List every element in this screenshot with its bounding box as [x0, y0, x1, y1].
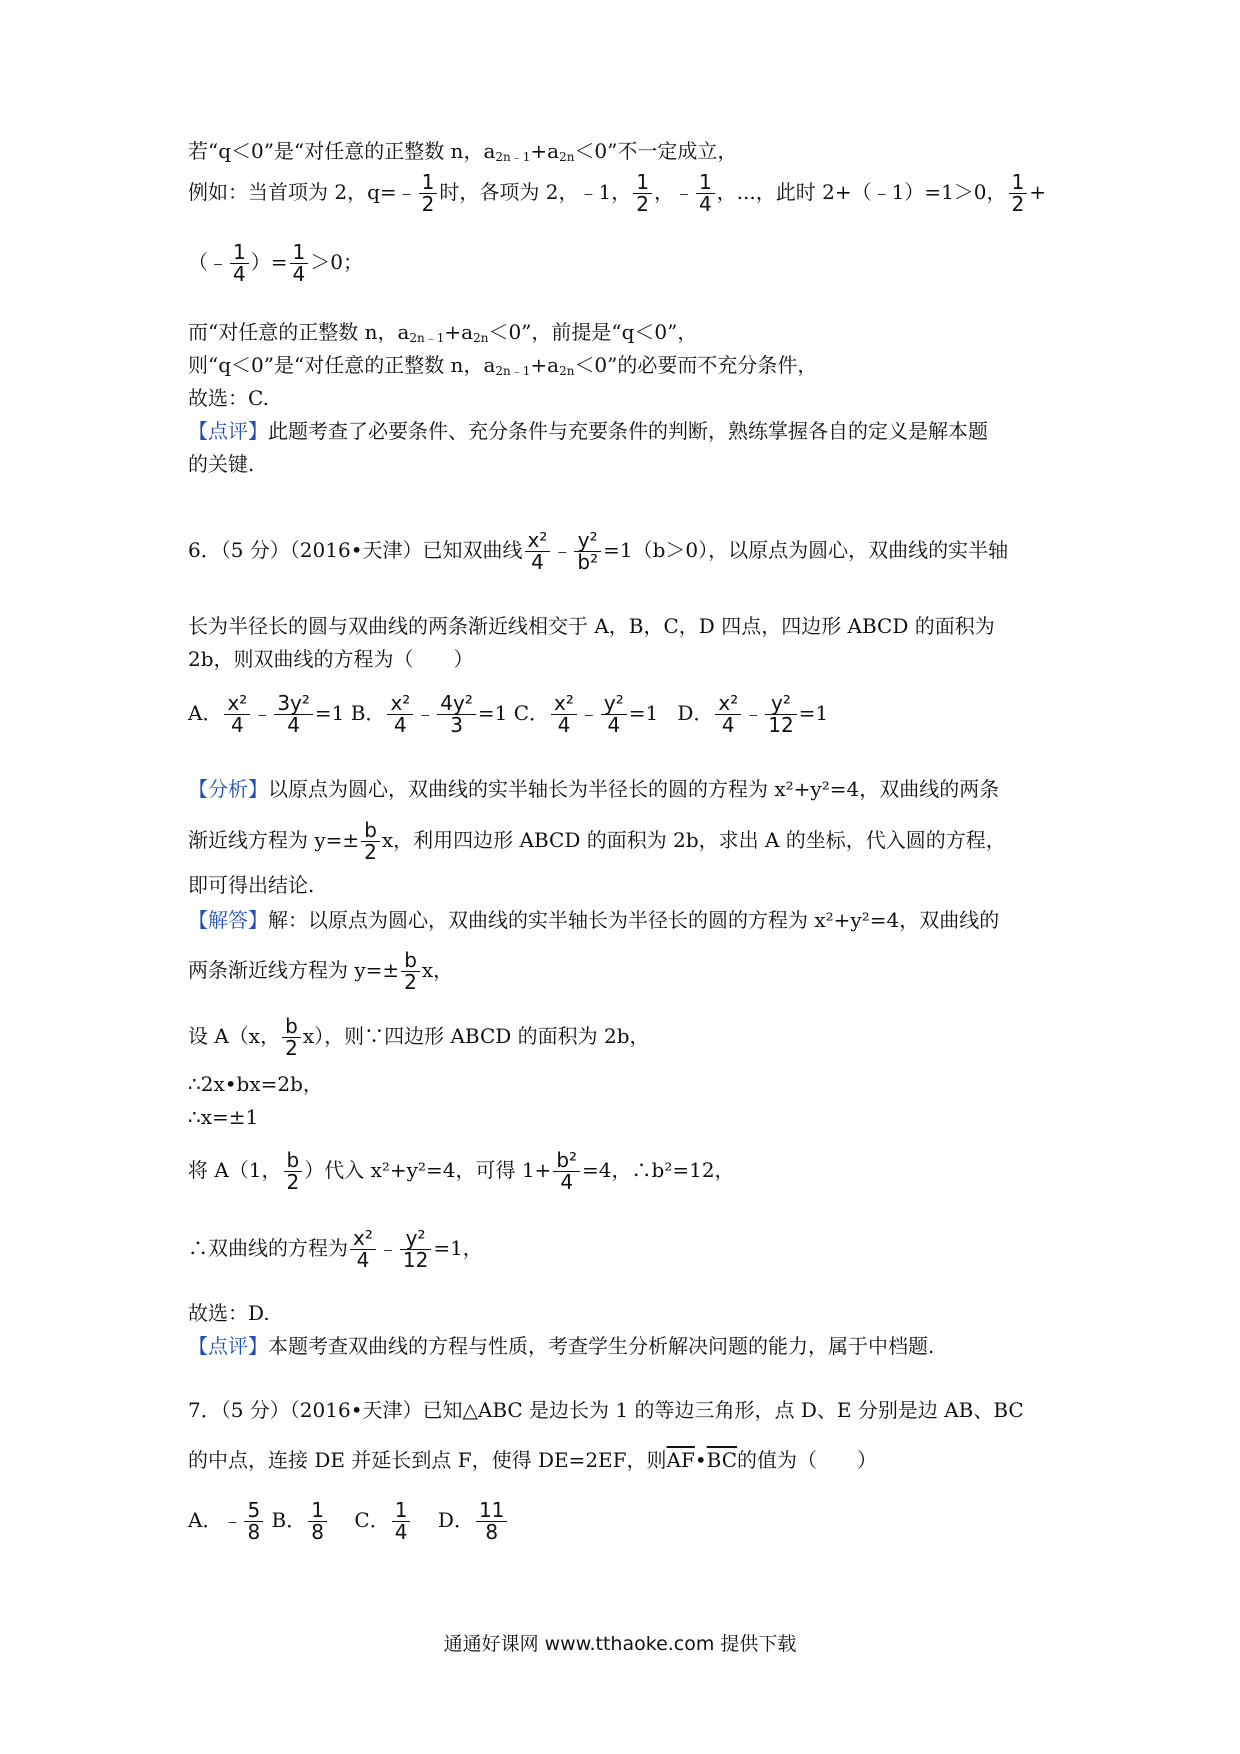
- fraction: $\frac{\text{y²}}{4}$: [601, 693, 627, 736]
- vector-af: $\overline{AF}$: [666, 1448, 695, 1472]
- analysis-line: 渐近线方程为 y=± $\frac{b}{2}$ x，利用四边形 ABCD 的面积为 2b，求出 A 的坐标，代入圆的方程，: [188, 818, 1006, 864]
- fraction: $\frac{1}{2}$: [419, 172, 438, 215]
- analysis-line: 【分析】以原点为圆心，双曲线的实半轴长为半径长的圆的方程为 x²+y²=4，双曲线的两条: [188, 777, 1000, 801]
- comment-line: 【点评】此题考查了必要条件、充分条件与充要条件的判断，熟练掌握各自的定义是解本题: [188, 419, 988, 443]
- fraction: $\frac{\text{y²}}{12}$: [765, 693, 796, 736]
- fraction: $\frac{\text{x²}}{4}$: [715, 693, 741, 736]
- vector-bc: $\overline{BC}$: [706, 1448, 738, 1472]
- fraction: $\frac{11}{8}$: [476, 1500, 507, 1543]
- comment-tag: 【点评】: [188, 1334, 268, 1358]
- fraction: $\frac{\text{b²}}{4}$: [553, 1150, 580, 1193]
- analysis-line: 即可得出结论.: [188, 873, 315, 897]
- comment-tag: 【点评】: [188, 419, 268, 443]
- comment-line: 的关键.: [188, 452, 255, 476]
- solution-line: 两条渐近线方程为 y=± $\frac{b}{2}$ x，: [188, 948, 454, 994]
- fraction: $\frac{5}{8}$: [244, 1500, 263, 1543]
- question-7-options: A．﹣ $\frac{5}{8}$ B． $\frac{1}{8}$ C． $\frac{1}{4}$ D． $\frac{11}{8}$: [188, 1500, 509, 1543]
- question-6-options: A． $\frac{\text{x²}}{4}$ ﹣ $\frac{\text{3y²}}{4}$ =1 B． $\frac{\text{x²}}{4}$ ﹣ $\frac{\text{4y²}}{3}$ =1 C． $\frac{\text{x²}}{4}$ ﹣ $\frac{\text{y²}}{4}$ =1 D． $\frac{\text{x²}}{4}$ ﹣ $\frac{\text{y²}}{12}$ =1: [188, 691, 829, 737]
- solution-line: 若“q＜0”是“对任意的正整数 n，$a_{2n﹣1}+a_{2n}<0$”不一定成立，: [188, 139, 738, 164]
- fraction: $\frac{1}{2}$: [1009, 172, 1028, 215]
- question-7-stem: 7．（5 分）（2016•天津）已知△ABC 是边长为 1 的等边三角形，点 D、E 分别是边 AB、BC: [188, 1398, 1024, 1422]
- fraction: $\frac{1}{4}$: [392, 1500, 411, 1543]
- solution-line: 而“对任意的正整数 n，$a_{2n﹣1}+a_{2n}<0$”，前提是“q＜0”，: [188, 320, 698, 345]
- fraction: $\frac{\text{x²}}{4}$: [551, 693, 577, 736]
- solution-line: ∴x=±1: [188, 1105, 259, 1129]
- fraction: $\frac{1}{4}$: [230, 242, 249, 285]
- solution-line: 【解答】解：以原点为圆心，双曲线的实半轴长为半径长的圆的方程为 x²+y²=4，双曲线的: [188, 908, 1000, 932]
- analysis-tag: 【分析】: [188, 777, 268, 801]
- fraction: $\frac{\text{4y²}}{3}$: [437, 693, 476, 736]
- solution-line: 将 A（1， $\frac{b}{2}$ ）代入 x²+y²=4，可得 1+ $\frac{\text{b²}}{4}$ =4，∴b²=12，: [188, 1148, 735, 1194]
- solution-line: （﹣ $\frac{1}{4}$ ）= $\frac{1}{4}$ ＞0；: [188, 240, 363, 286]
- solution-line: 则“q＜0”是“对任意的正整数 n，$a_{2n﹣1}+a_{2n}<0$”的必要而不充分条件，: [188, 353, 818, 378]
- fraction: $\frac{\text{y²}}{\text{b²}}$: [574, 530, 601, 573]
- fraction: $\frac{\text{x²}}{4}$: [525, 530, 551, 573]
- solution-line: 例如：当首项为 2，q=﹣ $\frac{1}{2}$ 时，各项为 2，﹣1， $\frac{1}{2}$ ，﹣ $\frac{1}{4}$ ，...，此时 2+（﹣1）=1＞0， $\frac{1}{2}$ +: [188, 170, 1047, 216]
- answer-line: 故选：C.: [188, 386, 269, 410]
- question-6-stem: 长为半径长的圆与双曲线的两条渐近线相交于 A，B，C，D 四点，四边形 ABCD 的面积为: [188, 614, 995, 638]
- question-6-stem: 6．（5 分）（2016•天津）已知双曲线 $\frac{\text{x²}}{4}$ ﹣ $\frac{\text{y²}}{\text{b²}}$ =1（b＞0），以原点为圆心，双曲线的实半轴: [188, 528, 1009, 574]
- fraction: $\frac{1}{2}$: [633, 172, 652, 215]
- question-6-stem: 2b，则双曲线的方程为（ ）: [188, 647, 474, 671]
- fraction: $\frac{b}{2}$: [401, 950, 420, 993]
- fraction: $\frac{1}{8}$: [308, 1500, 327, 1543]
- fraction: $\frac{\text{x²}}{4}$: [387, 693, 413, 736]
- fraction: $\frac{\text{y²}}{12}$: [400, 1228, 431, 1271]
- fraction: $\frac{\text{3y²}}{4}$: [274, 693, 313, 736]
- solution-line: 设 A（x， $\frac{b}{2}$ x），则∵四边形 ABCD 的面积为 2b，: [188, 1014, 650, 1060]
- fraction: $\frac{1}{4}$: [696, 172, 715, 215]
- solution-line: ∴2x•bx=2b，: [188, 1072, 323, 1096]
- solution-line: ∴双曲线的方程为 $\frac{\text{x²}}{4}$ ﹣ $\frac{\text{y²}}{12}$ =1，: [188, 1226, 483, 1272]
- fraction: $\frac{\text{x²}}{4}$: [224, 693, 250, 736]
- question-7-stem: 的中点，连接 DE 并延长到点 F，使得 DE=2EF，则$\overline{AF}•\overline{BC}$的值为（ ）: [188, 1448, 878, 1472]
- fraction: $\frac{b}{2}$: [282, 1016, 301, 1059]
- comment-line: 【点评】本题考查双曲线的方程与性质，考查学生分析解决问题的能力，属于中档题.: [188, 1334, 935, 1358]
- answer-line: 故选：D.: [188, 1301, 270, 1325]
- page-footer: 通通好课网 www.tthaoke.com 提供下载: [443, 1633, 797, 1655]
- solution-tag: 【解答】: [188, 908, 268, 932]
- fraction: $\frac{\text{x²}}{4}$: [350, 1228, 376, 1271]
- fraction: $\frac{1}{4}$: [290, 242, 309, 285]
- fraction: $\frac{b}{2}$: [361, 820, 380, 863]
- fraction: $\frac{b}{2}$: [284, 1150, 303, 1193]
